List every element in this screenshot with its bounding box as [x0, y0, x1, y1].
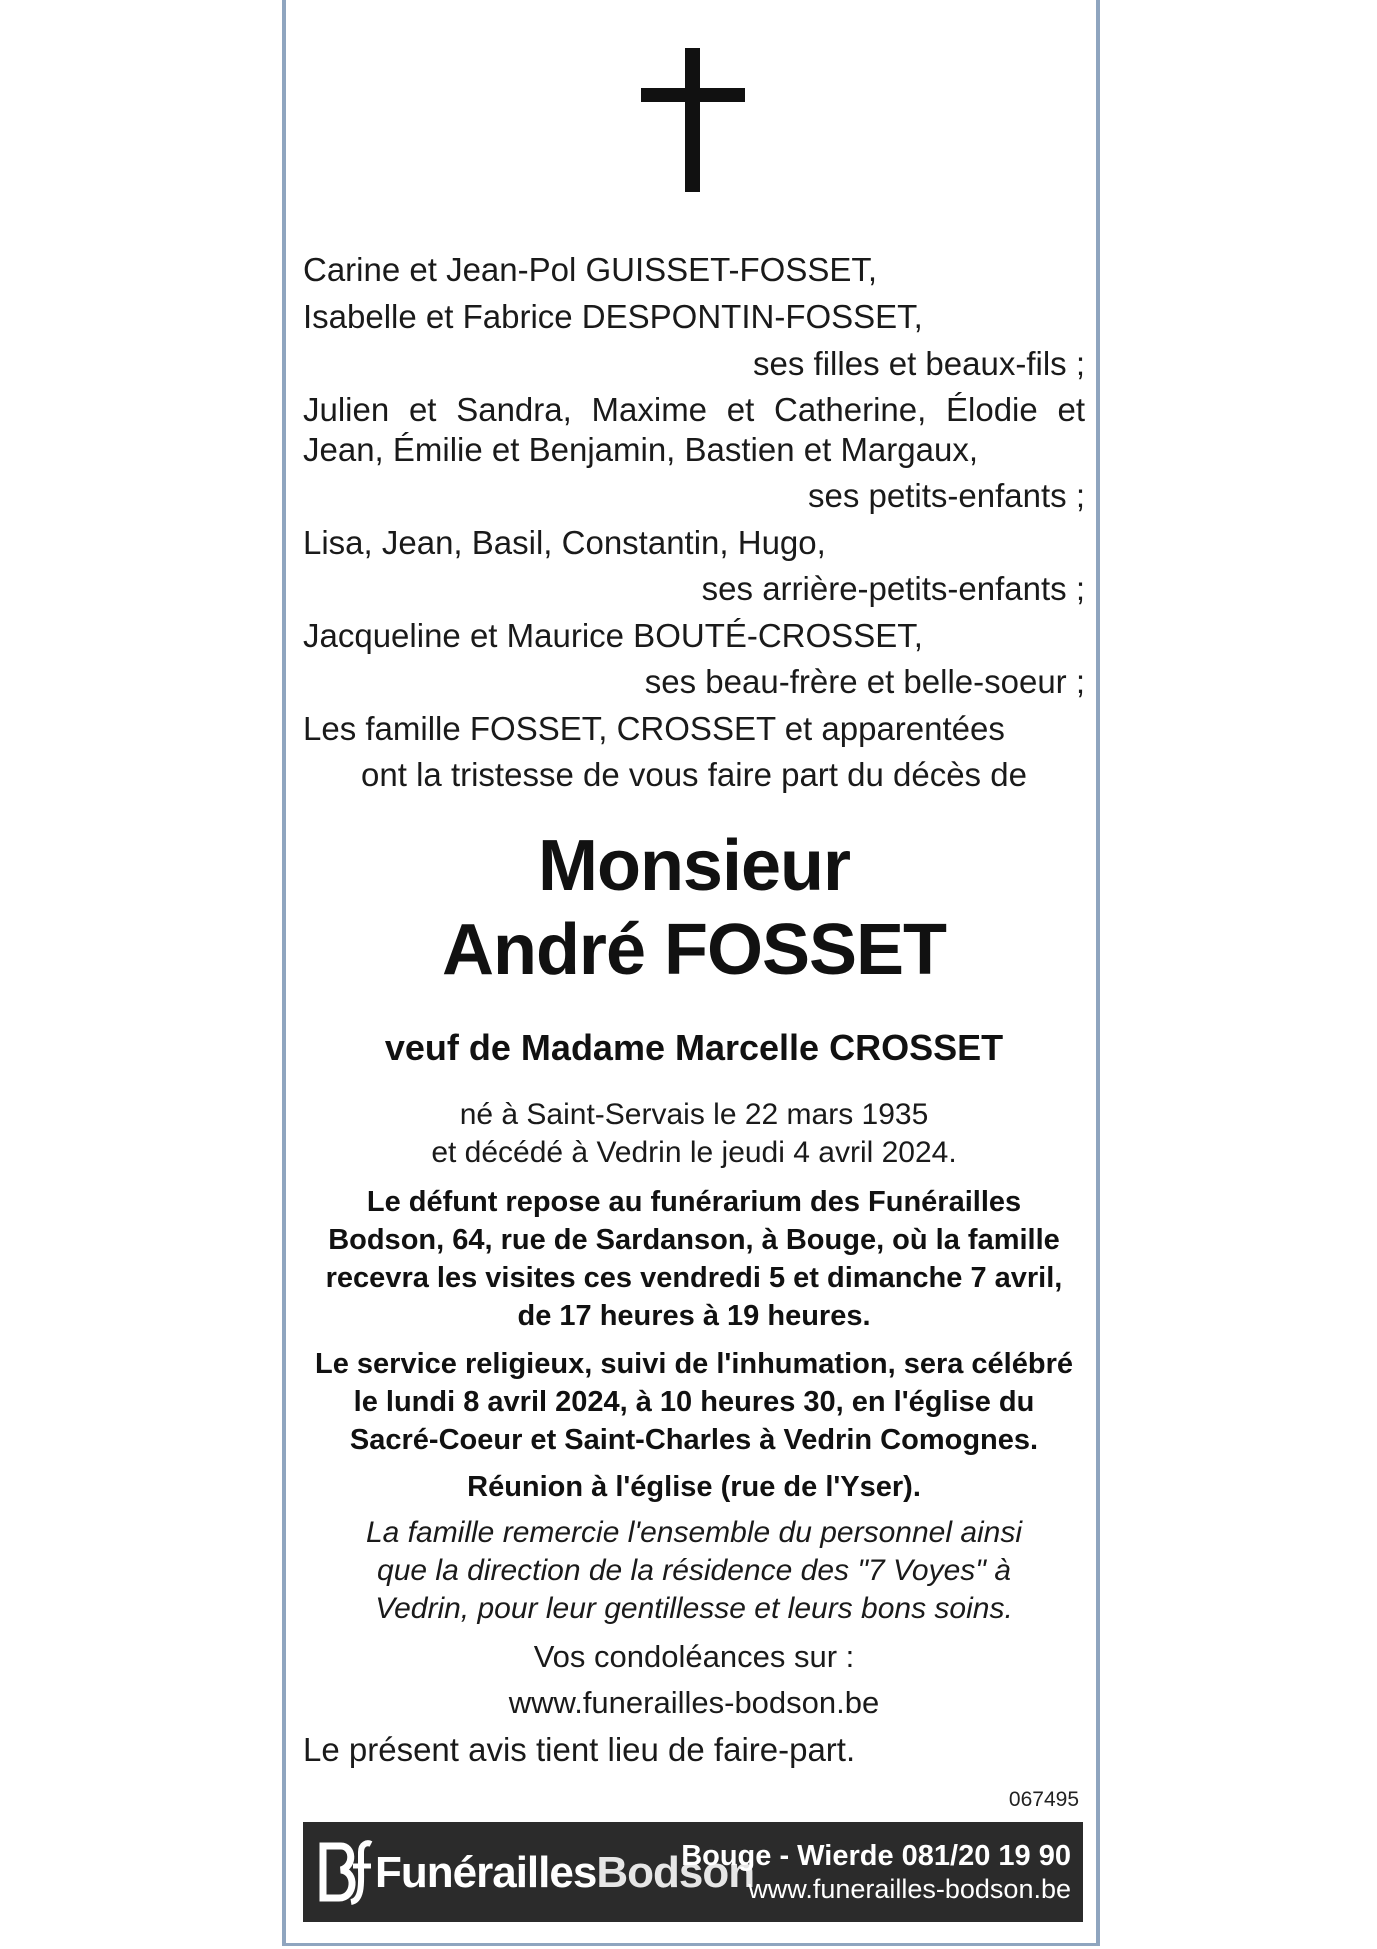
visits-line-2: Bodson, 64, rue de Sardanson, à Bouge, où la famille — [328, 1224, 1060, 1256]
family-relation-in-laws: ses beau-frère et belle-soeur ; — [644, 663, 1085, 700]
visits-line-4: de 17 heures à 19 heures. — [517, 1300, 871, 1332]
family-line-1: Carine et Jean-Pol GUISSET-FOSSET, — [303, 251, 878, 288]
family-relation-great-grandchildren: ses arrière-petits-enfants ; — [701, 570, 1085, 607]
brand-name-second: Bodson — [596, 1848, 755, 1897]
thanks-line-1: La famille remercie l'ensemble du personnel ainsi — [365, 1516, 1023, 1549]
cross-icon — [641, 48, 745, 192]
reference-number: 067495 — [1008, 1788, 1079, 1811]
family-line-great-grandchildren: Lisa, Jean, Basil, Constantin, Hugo, — [303, 524, 826, 561]
service-line-1: Le service religieux, suivi de l'inhumation, sera célébré — [315, 1348, 1073, 1380]
family-line-in-laws: Jacqueline et Maurice BOUTÉ-CROSSET, — [303, 617, 923, 654]
closing-line: Le présent avis tient lieu de faire-part. — [303, 1731, 856, 1768]
family-line-grandchildren-1: Julien et Sandra, Maxime et Catherine, Élodie et — [303, 391, 1085, 428]
thanks-line-3: Vedrin, pour leur gentillesse et leurs bons soins. — [375, 1592, 1013, 1625]
widow-of: veuf de Madame Marcelle CROSSET — [384, 1027, 1004, 1068]
deceased-title: Monsieur — [537, 826, 851, 906]
family-line-2: Isabelle et Fabrice DESPONTIN-FOSSET, — [303, 298, 923, 335]
service-line-2: le lundi 8 avril 2024, à 10 heures 30, en l'église du — [353, 1386, 1035, 1418]
condolences-label: Vos condoléances sur : — [533, 1639, 855, 1674]
meeting-line: Réunion à l'église (rue de l'Yser). — [467, 1471, 921, 1503]
banner-city: Bouge - Wierde — [681, 1840, 894, 1872]
family-line-families: Les famille FOSSET, CROSSET et apparentées — [303, 710, 1005, 747]
condolences-url[interactable]: www.funerailles-bodson.be — [508, 1685, 880, 1720]
announcement-line: ont la tristesse de vous faire part du décès de — [361, 756, 1027, 793]
thanks-line-2: que la direction de la résidence des "7 Voyes" à — [377, 1554, 1011, 1587]
banner-contact — [681, 1840, 1071, 1906]
service-line-3: Sacré-Coeur et Saint-Charles à Vedrin Comognes. — [349, 1424, 1039, 1456]
visits-line-1: Le défunt repose au funérarium des Funérailles — [366, 1186, 1022, 1218]
birth-line: né à Saint-Servais le 22 mars 1935 — [459, 1098, 929, 1131]
funeral-home-banner — [303, 1822, 1083, 1922]
visits-line-3: recevra les visites ces vendredi 5 et dimanche 7 avril, — [325, 1262, 1063, 1294]
family-relation-grandchildren: ses petits-enfants ; — [808, 477, 1085, 514]
banner-phone[interactable]: 081/20 19 90 — [901, 1840, 1071, 1872]
deceased-name: André FOSSET — [441, 910, 947, 990]
banner-city-phone — [681, 1840, 1071, 1872]
death-line: et décédé à Vedrin le jeudi 4 avril 2024. — [431, 1136, 957, 1169]
family-line-grandchildren-2: Jean, Émilie et Benjamin, Bastien et Margaux, — [303, 431, 979, 468]
death-notice — [282, 0, 1100, 1946]
bodson-logo-icon — [317, 1840, 373, 1906]
brand-name-first: Funérailles — [375, 1848, 597, 1897]
banner-website[interactable]: www.funerailles-bodson.be — [748, 1874, 1071, 1904]
family-relation-daughters: ses filles et beaux-fils ; — [753, 345, 1085, 382]
